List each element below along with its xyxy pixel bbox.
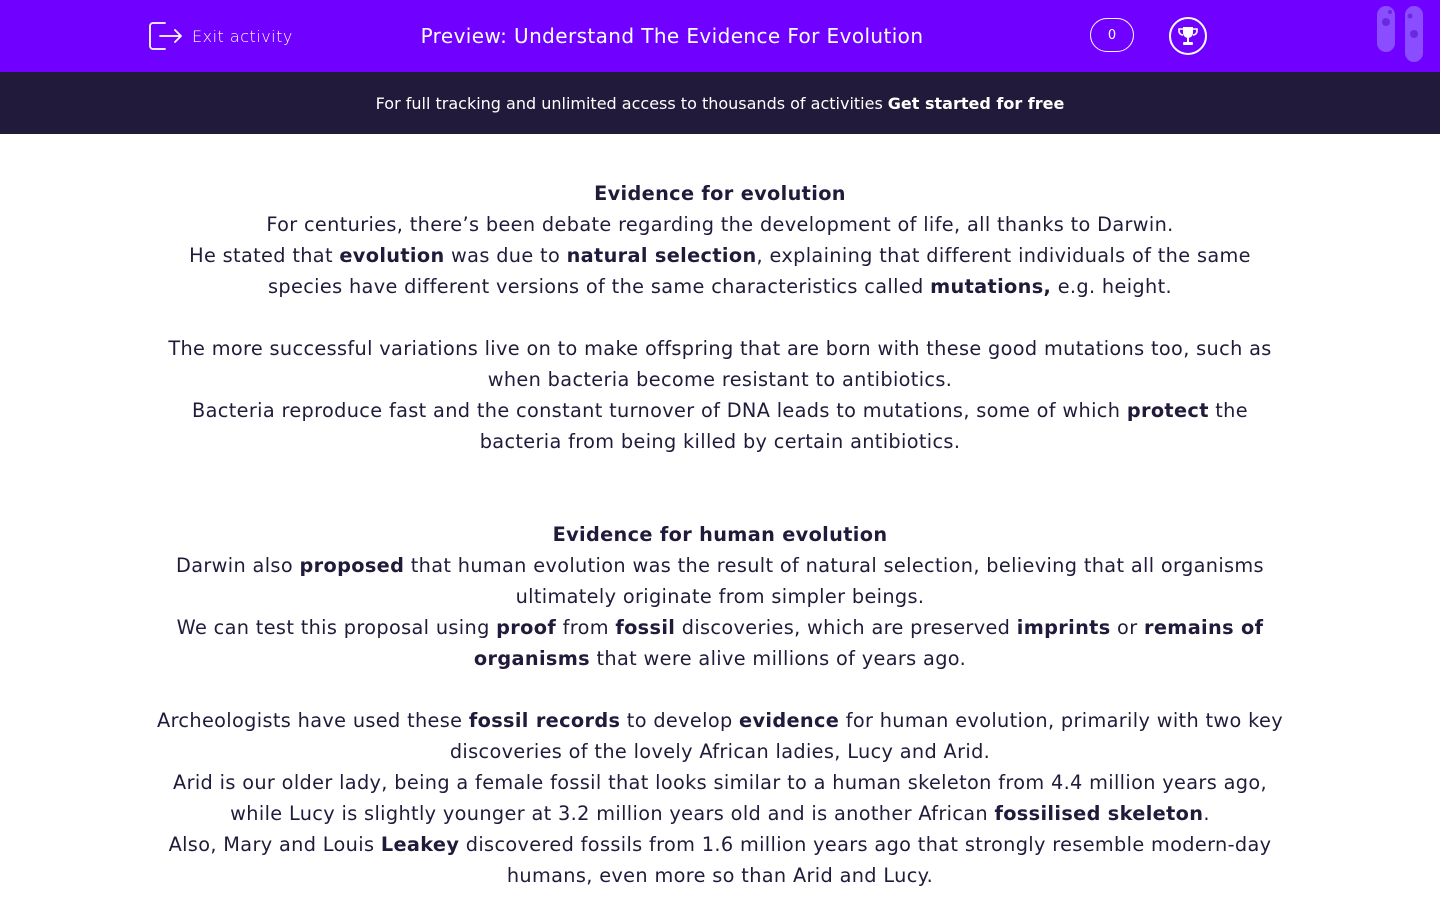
spacer: [150, 302, 1290, 333]
section-heading: [150, 178, 1290, 209]
bold-text: Leakey: [380, 833, 460, 856]
text: discovered fossils from 1.6 million years ago that strongly resemble modern-day humans, even more so than Arid and Lucy.: [459, 833, 1272, 887]
paragraph: [150, 240, 1290, 302]
bold-text: protect: [1126, 399, 1209, 422]
text: to develop: [620, 709, 740, 732]
bold-text: proposed: [299, 554, 405, 577]
bold-text: proof: [496, 616, 557, 639]
text: Bacteria reproduce fast and the constant turnover of DNA leads to mutations, some of which: [192, 399, 1127, 422]
text: He stated that: [189, 244, 340, 267]
text: that were alive millions of years ago.: [590, 647, 967, 670]
text: or: [1110, 616, 1144, 639]
spacer: [150, 674, 1290, 705]
section-heading: [150, 519, 1290, 550]
paragraph: For centuries, there’s been debate regarding the development of life, all thanks to Darwin.: [266, 213, 1174, 236]
test-tubes-logo-icon: [1374, 4, 1426, 64]
promo-text: For full tracking and unlimited access to thousands of activities: [375, 93, 883, 113]
text: , explaining that different individuals of the same species have different versions of the same characteristics called: [268, 244, 1251, 298]
trophy-icon: [1176, 24, 1200, 48]
get-started-link[interactable]: Get started for free: [887, 93, 1065, 113]
heading-text: Evidence for human evolution: [552, 523, 888, 546]
bold-text: natural selection: [566, 244, 757, 267]
bold-text: fossil records: [468, 709, 621, 732]
text: Darwin also: [176, 554, 300, 577]
text: discoveries, which are preserved: [675, 616, 1017, 639]
spacer: [150, 457, 1290, 519]
paragraph: [150, 395, 1290, 457]
text: that human evolution was the result of natural selection, believing that all organisms ultimately originate from simpler beings.: [404, 554, 1264, 608]
promo-banner: [0, 72, 1440, 134]
text: e.g. height.: [1051, 275, 1172, 298]
text: was due to: [444, 244, 567, 267]
bold-text: mutations,: [930, 275, 1052, 298]
text: the bacteria from being killed by certain: [479, 399, 1248, 453]
trophy-button[interactable]: [1169, 17, 1207, 55]
text: from: [556, 616, 616, 639]
paragraph: [150, 829, 1290, 891]
paragraph: [150, 767, 1290, 829]
text: .: [1203, 802, 1210, 825]
bold-text: fossil: [615, 616, 676, 639]
paragraph: [150, 612, 1290, 674]
bold-text: fossilised skeleton: [994, 802, 1204, 825]
bold-text: evidence: [739, 709, 840, 732]
heading-text: Evidence for evolution: [594, 182, 846, 205]
lesson-content: [150, 178, 1290, 891]
paragraph: [150, 705, 1290, 767]
bold-text: remains of organisms: [473, 616, 1264, 670]
top-bar: [0, 0, 1440, 72]
text: for human evolution, primarily with two key discoveries of the lovely African ladies, Lucy and Arid.: [449, 709, 1283, 763]
text: We can test this proposal using: [176, 616, 497, 639]
paragraph: [150, 550, 1290, 612]
score-counter: [1090, 18, 1134, 52]
paragraph: The more successful variations live on to make offspring that are born with these good mutations too, such as when bacteria become resistant to antibiotics.: [168, 337, 1272, 391]
exit-activity-label: Exit activity: [192, 26, 293, 46]
bold-text: evolution: [339, 244, 445, 267]
text: antibiotics.: [850, 430, 961, 453]
bold-text: imprints: [1016, 616, 1111, 639]
score-value: 0: [1107, 27, 1117, 43]
text: Arid is our older lady, being a female fossil that looks similar to a human skeleton from 4.4 million years ago, while Lucy is slightly younger at 3.2 million years old and is another African: [173, 771, 1267, 825]
text: Archeologists have used these: [157, 709, 469, 732]
activity-title: Preview: Understand The Evidence For Evolution: [420, 24, 924, 48]
text: Also, Mary and Louis: [168, 833, 381, 856]
